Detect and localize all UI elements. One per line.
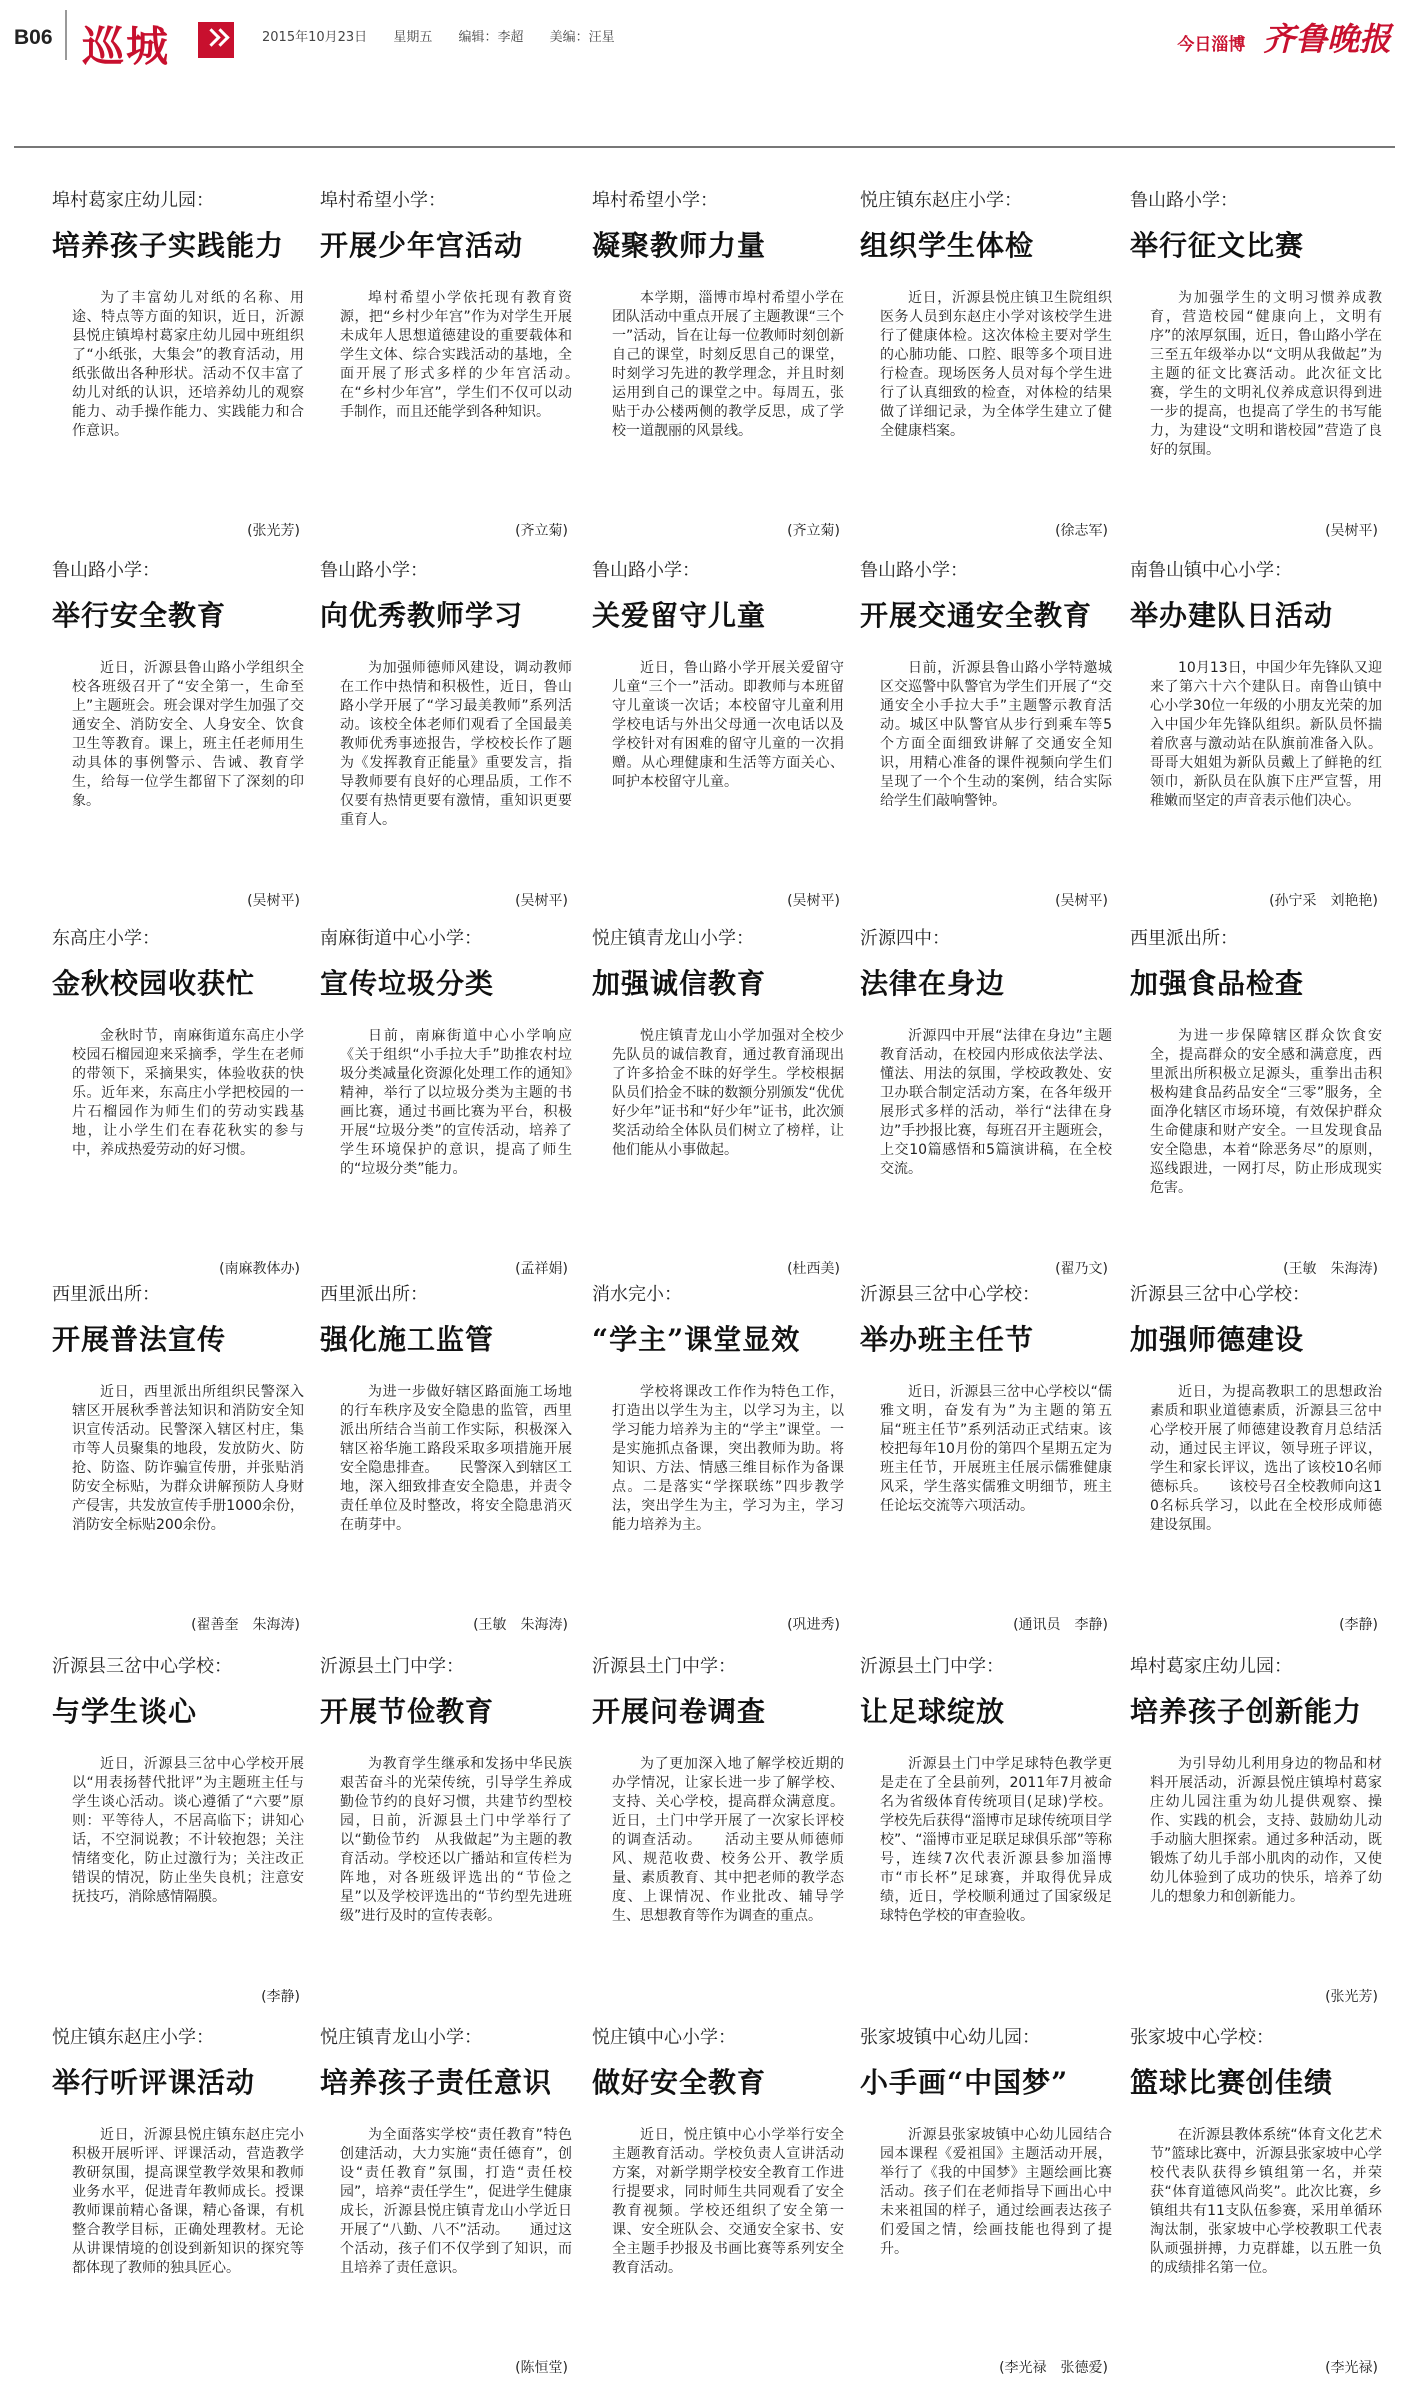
article-card xyxy=(318,924,588,1284)
article-headline: 关爱留守儿童 xyxy=(592,599,767,632)
article-headline: 金秋校园收获忙 xyxy=(52,967,256,1000)
article-subtitle: 鲁山路小学： xyxy=(52,560,160,581)
article-headline: 篮球比赛创佳绩 xyxy=(1130,2066,1334,2099)
article-subtitle: 沂源县土门中学： xyxy=(860,1656,1004,1677)
article-card xyxy=(590,2023,860,2383)
article-headline: 向优秀教师学习 xyxy=(320,599,524,632)
article-card xyxy=(1128,2023,1398,2383)
section-title: 巡城 xyxy=(82,22,171,71)
article-author: (王敏 朱海涛) xyxy=(473,1617,568,1633)
article-headline: 强化施工监管 xyxy=(320,1323,495,1356)
article-body: 为引导幼儿利用身边的物品和材料开展活动，沂源县悦庄镇埠村葛家庄幼儿园注重为幼儿提供观察、操作、实践的机会，支持、鼓励幼儿动手动脑大胆探索。通过多种活动，既锻炼了幼儿手部小肌肉的动作，又使幼儿体验到了成功的快乐，培养了幼儿的想象力和创新能力。 xyxy=(1150,1756,1382,1905)
article-author: (吴树平) xyxy=(515,893,568,909)
article-body: 近日，沂源县悦庄镇卫生院组织医务人员到东赵庄小学对该校学生进行了健康体检。这次体检主要对学生的心肺功能、口腔、眼等多个项目进行检查。现场医务人员对每个学生进行了认真细致的检查，对体检的结果做了详细记录，为全体学生建立了健全健康档案。 xyxy=(880,290,1112,439)
article-author: (通讯员 李静) xyxy=(1013,1617,1108,1633)
article-card xyxy=(590,1652,860,2012)
article-body: 学校将课改工作作为特色工作，打造出以学生为主，以学习为主，以学习能力培养为主的“学主”课堂。一是实施抓点备课，突出教师为助。将知识、方法、情感三维目标作为备课点。二是落实“学探联练”四步教学法，突出学生为主，学习为主，学习能力培养为主。 xyxy=(612,1384,844,1533)
article-body: 10月13日，中国少年先锋队又迎来了第六十六个建队日。南鲁山镇中心小学30位一年级的小朋友光荣的加入中国少年先锋队组织。新队员怀揣着欣喜与激动站在队旗前准备入队。哥哥大姐姐为新队员戴上了鲜艳的红领巾，新队员在队旗下庄严宣誓，用稚嫩而坚定的声音表示他们决心。 xyxy=(1150,660,1382,809)
article-body: 近日，沂源县鲁山路小学组织全校各班级召开了“安全第一，生命至上”主题班会。班会课对学生加强了交通安全、消防安全、人身安全、饮食卫生等教育。课上，班主任老师用生动具体的事例警示、告诫、教育学生，给每一位学生都留下了深刻的印象。 xyxy=(72,660,304,809)
article-body: 沂源县张家坡镇中心幼儿园结合园本课程《爱祖国》主题活动开展，举行了《我的中国梦》主题绘画比赛活动。孩子们在老师指导下画出心中未来祖国的样子，通过绘画表达孩子们爱国之情，绘画技能也得到了提升。 xyxy=(880,2127,1112,2257)
article-subtitle: 埠村希望小学： xyxy=(320,190,446,211)
article-card xyxy=(858,186,1128,546)
article-card xyxy=(50,924,320,1284)
article-subtitle: 鲁山路小学： xyxy=(1130,190,1238,211)
article-card xyxy=(318,186,600,546)
article-card xyxy=(590,1280,860,1640)
article-body: 金秋时节，南麻街道东高庄小学校园石榴园迎来采摘季，学生在老师的带领下，采摘果实，体验收获的快乐。近年来，东高庄小学把校园的一片石榴园作为师生们的劳动实践基地，让小学生们在春花秋实的参与中，养成热爱劳动的好习惯。 xyxy=(72,1028,304,1158)
article-card xyxy=(858,924,1128,1284)
article-subtitle: 沂源县土门中学： xyxy=(320,1656,464,1677)
article-headline: 培养孩子实践能力 xyxy=(52,229,285,262)
article-body: 为进一步保障辖区群众饮食安全，提高群众的安全感和满意度，西里派出所积极立足源头，重拳出击积极构建食品药品安全“三零”服务，全面净化辖区市场环境，有效保护群众生命健康和财产安全。一旦发现食品安全隐患，本着“除恶务尽”的原则，巡线跟进，一网打尽，防止形成现实危害。 xyxy=(1150,1028,1382,1196)
article-body: 为了丰富幼儿对纸的名称、用途、特点等方面的知识，近日，沂源县悦庄镇埠村葛家庄幼儿园中班组织了“小纸张，大集会”的教育活动，用纸张做出各种形状。活动不仅丰富了幼儿对纸的认识，还培养幼儿的观察能力、动手操作能力、实践能力和合作意识。 xyxy=(72,290,304,439)
article-author: (张光芳) xyxy=(1325,1989,1378,2005)
article-headline: 组织学生体检 xyxy=(860,229,1035,262)
article-card xyxy=(1128,924,1398,1284)
article-body: 日前，南麻街道中心小学响应《关于组织“小手拉大手”助推农村垃圾分类减量化资源化处理工作的通知》精神，举行了以垃圾分类为主题的书画比赛，通过书画比赛为平台，积极开展“垃圾分类”的宣传活动，培养了学生环境保护的意识，提高了师生的“垃圾分类”能力。 xyxy=(340,1028,572,1177)
article-headline: 法律在身边 xyxy=(860,967,1006,1000)
article-subtitle: 埠村希望小学： xyxy=(592,190,718,211)
article-headline: 开展交通安全教育 xyxy=(860,599,1093,632)
article-headline: 开展少年宫活动 xyxy=(320,229,524,262)
article-headline: 培养孩子创新能力 xyxy=(1130,1695,1363,1728)
article-headline: 加强诚信教育 xyxy=(592,967,767,1000)
article-headline: 开展节俭教育 xyxy=(320,1695,495,1728)
article-subtitle: 西里派出所： xyxy=(320,1284,428,1305)
article-body: 近日，沂源县悦庄镇东赵庄完小积极开展听评、评课活动，营造教学教研氛围，提高课堂教学效果和教师业务水平，促进青年教师成长。授课教师课前精心备课，精心备课，有机整合教学目标，正确处理教材。无论从讲课情境的创设到新知识的探究等都体现了教师的独具匠心。 xyxy=(72,2127,304,2276)
article-card xyxy=(50,186,320,546)
article-card xyxy=(590,924,860,1284)
issue-editor: 编辑：李超 xyxy=(458,30,524,45)
article-subtitle: 沂源县三岔中心学校： xyxy=(860,1284,1040,1305)
article-subtitle: 西里派出所： xyxy=(1130,928,1238,949)
article-body: 沂源四中开展“法律在身边”主题教育活动，在校园内形成依法学法、懂法、用法的氛围，学校政教处、安卫办联合制定活动方案，在各年级开展形式多样的活动，举行“法律在身边”手抄报比赛，每班召开主题班会，上交10篇感悟和5篇演讲稿，在全校交流。 xyxy=(880,1028,1112,1177)
article-body: 日前，沂源县鲁山路小学特邀城区交巡警中队警官为学生们开展了“交通安全小手拉大手”主题警示教育活动。城区中队警官从步行到乘车等5个方面全面细致讲解了交通安全知识，用精心准备的课件视频向学生们呈现了一个个生动的案例，结合实际给学生们敲响警钟。 xyxy=(880,660,1112,809)
article-author: (吴树平) xyxy=(1055,893,1108,909)
article-author: (吴树平) xyxy=(787,893,840,909)
article-author: (南麻教体办) xyxy=(219,1261,300,1277)
article-author: (吴树平) xyxy=(247,893,300,909)
article-body: 为了更加深入地了解学校近期的办学情况，让家长进一步了解学校、支持、关心学校，提高群众满意度。近日，土门中学开展了一次家长评校的调查活动。 活动主要从师德师风、规范收费、校务公开、教学质量、素质教育、其中把老师的教学态度、上课情况、作业批改、辅导学生、思想教育等作为调查的重点。 xyxy=(612,1756,844,1924)
article-body: 为加强学生的文明习惯养成教育，营造校园“健康向上，文明有序”的浓厚氛围，近日，鲁山路小学在三至五年级举办以“文明从我做起”为主题的征文比赛活动。此次征文比赛，学生的文明礼仪养成意识得到进一步的提高，也提高了学生的书写能力，为建设“文明和谐校园”营造了良好的氛围。 xyxy=(1150,290,1382,458)
article-author: (李静) xyxy=(261,1989,300,2005)
article-headline: 举行听评课活动 xyxy=(52,2066,256,2099)
article-card xyxy=(318,1652,588,2012)
article-body: 近日，沂源县三岔中心学校以“儒雅文明，奋发有为”为主题的第五届“班主任节”系列活动正式结束。该校把每年10月份的第四个星期五定为班主任节，开展班主任展示儒雅健康风采，学生落实儒雅文明细节，班主任论坛交流等六项活动。 xyxy=(880,1384,1112,1514)
article-subtitle: 悦庄镇中心小学： xyxy=(592,2027,736,2048)
article-subtitle: 沂源四中： xyxy=(860,928,950,949)
article-card xyxy=(858,1652,1128,2012)
article-author: (李光禄) xyxy=(1325,2360,1378,2376)
article-subtitle: 沂源县土门中学： xyxy=(592,1656,736,1677)
article-body: 近日，为提高教职工的思想政治素质和职业道德素质，沂源县三岔中心学校开展了师德建设教育月总结活动，通过民主评议，领导班子评议，学生和家长评议，选出了该校10名师德标兵。 该校号召全校教师向这10名标兵学习，以此在全校形成师德建设氛围。 xyxy=(1150,1384,1382,1533)
article-headline: 与学生谈心 xyxy=(52,1695,198,1728)
article-subtitle: 鲁山路小学： xyxy=(592,560,700,581)
article-author: (翟乃文) xyxy=(1055,1261,1108,1277)
issue-date: 2015年10月23日 xyxy=(262,30,368,45)
article-author: (齐立菊) xyxy=(787,523,840,539)
article-card xyxy=(858,1280,1128,1640)
article-headline: “学主”课堂显效 xyxy=(592,1323,801,1356)
article-subtitle: 西里派出所： xyxy=(52,1284,160,1305)
article-card xyxy=(50,1280,320,1640)
article-body: 为进一步做好辖区路面施工场地的行车秩序及安全隐患的监管，西里派出所结合当前工作实际，积极深入辖区裕华施工路段采取多项措施开展安全隐患排查。 民警深入到辖区工地，深入细致排查安全隐患，并责令责任单位及时整改，将安全隐患消灭在萌芽中。 xyxy=(340,1384,572,1533)
article-card xyxy=(590,556,860,916)
article-author: (李静) xyxy=(1339,1617,1378,1633)
article-author: (巩进秀) xyxy=(787,1617,840,1633)
article-body: 近日，西里派出所组织民警深入辖区开展秋季普法知识和消防安全知识宣传活动。民警深入辖区村庄，集市等人员聚集的地段，发放防火、防抢、防盗、防诈骗宣传册，并张贴消防安全标贴，为群众讲解预防人身财产侵害，共发放宣传手册1000余份，消防安全标贴200余份。 xyxy=(72,1384,304,1533)
page-number: B06 xyxy=(14,26,53,49)
issue-designer: 美编：汪星 xyxy=(549,30,615,45)
article-author: (孙宁采 刘艳艳) xyxy=(1269,893,1378,909)
article-body: 埠村希望小学依托现有教育资源，把“乡村少年宫”作为对学生开展未成年人思想道德建设的重要载体和学生文体、综合实践活动的基地，全面开展了形式多样的少年宫活动。 在“乡村少年宫”，学生们不仅可以动手制作，而且还能学到各种知识。 xyxy=(340,290,600,420)
article-subtitle: 悦庄镇东赵庄小学： xyxy=(860,190,1022,211)
article-subtitle: 沂源县三岔中心学校： xyxy=(1130,1284,1310,1305)
article-body: 本学期，淄博市埠村希望小学在团队活动中重点开展了主题教课“三个一”活动，旨在让每一位教师时刻创新自己的课堂，时刻反思自己的课堂，时刻学习先进的教学理念，并且时刻运用到自己的课堂之中。每周五，张贴于办公楼两侧的教学反思，成了学校一道靓丽的风景线。 xyxy=(612,290,844,439)
article-subtitle: 南鲁山镇中心小学： xyxy=(1130,560,1292,581)
article-headline: 开展普法宣传 xyxy=(52,1323,227,1356)
article-headline: 培养孩子责任意识 xyxy=(320,2066,553,2099)
article-author: (张光芳) xyxy=(247,523,300,539)
article-card xyxy=(1128,556,1398,916)
article-card xyxy=(858,556,1128,916)
article-headline: 举办建队日活动 xyxy=(1130,599,1334,632)
article-card xyxy=(318,2023,588,2383)
article-subtitle: 南麻街道中心小学： xyxy=(320,928,482,949)
article-headline: 开展问卷调查 xyxy=(592,1695,767,1728)
article-subtitle: 张家坡中心学校： xyxy=(1130,2027,1274,2048)
article-author: (翟善奎 朱海涛) xyxy=(191,1617,300,1633)
article-card xyxy=(318,556,588,916)
article-subtitle: 鲁山路小学： xyxy=(860,560,968,581)
article-author: (李光禄 张德爱) xyxy=(999,2360,1108,2376)
article-author: (齐立菊) xyxy=(515,523,568,539)
article-headline: 加强师德建设 xyxy=(1130,1323,1305,1356)
article-headline: 举行安全教育 xyxy=(52,599,227,632)
article-body: 为全面落实学校“责任教育”特色创建活动，大力实施“责任德育”，创设“责任教育”氛围，打造“责任校园”，培养“责任学生”，促进学生健康成长，沂源县悦庄镇青龙山小学近日开展了“八勤、八不”活动。 通过这个活动，孩子们不仅学到了知识，而且培养了责任意识。 xyxy=(340,2127,572,2276)
article-body: 为教育学生继承和发扬中华民族艰苦奋斗的光荣传统，引导学生养成勤俭节约的良好习惯，共建节约型校园，日前，沂源县土门中学举行了以“勤俭节约 从我做起”为主题的教育活动。学校还以广播站和宣传栏为阵地，对各班级评选出的“节俭之星”以及学校评选出的“节约型先进班级”进行及时的宣传表彰。 xyxy=(340,1756,572,1924)
article-body: 近日，沂源县三岔中心学校开展以“用表扬替代批评”为主题班主任与学生谈心活动。谈心遵循了“六要”原则：平等待人，不居高临下；讲知心话，不空洞说教；不计较抱怨；关注情绪变化，防止过激行为；关注改正错误的情况，防止坐失良机；注意安抚技巧，消除感情隔膜。 xyxy=(72,1756,304,1905)
article-headline: 举行征文比赛 xyxy=(1130,229,1305,262)
article-body: 在沂源县教体系统“体育文化艺术节”篮球比赛中，沂源县张家坡中心学校代表队获得乡镇组第一名，并荣获“体育道德风尚奖”。此次比赛，乡镇组共有11支队伍参赛，采用单循环淘汰制，张家坡中心学校教职工代表队顽强拼搏，力克群雄，以五胜一负的成绩排名第一位。 xyxy=(1150,2127,1382,2276)
article-subtitle: 东高庄小学： xyxy=(52,928,160,949)
article-body: 沂源县土门中学足球特色教学更是走在了全县前列，2011年7月被命名为省级体育传统项目(足球)学校。学校先后获得“淄博市足球传统项目学校”、“淄博市亚足联足球俱乐部”等称号，连续7次代表沂源县参加淄博市“市长杯”足球赛，并取得优异成绩，近日，学校顺利通过了国家级足球特色学校的审查验收。 xyxy=(880,1756,1112,1924)
article-headline: 让足球绽放 xyxy=(860,1695,1006,1728)
article-card xyxy=(50,556,320,916)
article-card xyxy=(50,1652,320,2012)
brand-logo: 齐鲁晚报 xyxy=(1262,20,1391,58)
article-card xyxy=(1128,1652,1398,2012)
article-card xyxy=(858,2023,1128,2383)
article-headline: 凝聚教师力量 xyxy=(592,229,767,262)
article-body: 为加强师德师风建设，调动教师在工作中热情和积极性，近日，鲁山路小学开展了“学习最美教师”系列活动。该校全体老师们观看了全国最美教师优秀事迹报告，学校校长作了题为《发挥教育正能量》重要发言，指导教师要有良好的心理品质，工作不仅要有热情更要有激情，重知识更要重育人。 xyxy=(340,660,572,828)
article-subtitle: 悦庄镇青龙山小学： xyxy=(320,2027,482,2048)
article-author: (陈恒堂) xyxy=(515,2360,568,2376)
article-headline: 加强食品检查 xyxy=(1130,967,1305,1000)
article-subtitle: 张家坡镇中心幼儿园： xyxy=(860,2027,1040,2048)
article-author: (王敏 朱海涛) xyxy=(1283,1261,1378,1277)
issue-weekday: 星期五 xyxy=(393,30,433,45)
article-author: (孟祥娟) xyxy=(515,1261,568,1277)
article-headline: 小手画“中国梦” xyxy=(860,2066,1069,2099)
article-card xyxy=(1128,186,1398,546)
article-author: (吴树平) xyxy=(1325,523,1378,539)
article-headline: 做好安全教育 xyxy=(592,2066,767,2099)
article-author: (杜西美) xyxy=(787,1261,840,1277)
article-body: 近日，悦庄镇中心小学举行安全主题教育活动。学校负责人宣讲活动方案，对新学期学校安全教育工作进行提要求，同时师生共同观看了安全教育视频。学校还组织了安全第一课、安全班队会、交通安全家书、安全主题手抄报及书画比赛等系列安全教育活动。 xyxy=(612,2127,844,2276)
article-body: 近日，鲁山路小学开展关爱留守儿童“三个一”活动。即教师与本班留守儿童谈一次话；本校留守儿童利用学校电话与外出父母通一次电话以及学校针对有困难的留守儿童的一次捐赠。从心理健康和生活等方面关心、呵护本校留守儿童。 xyxy=(612,660,844,790)
article-subtitle: 悦庄镇青龙山小学： xyxy=(592,928,754,949)
article-headline: 宣传垃圾分类 xyxy=(320,967,495,1000)
article-card xyxy=(1128,1280,1398,1640)
article-subtitle: 埠村葛家庄幼儿园： xyxy=(1130,1656,1292,1677)
article-author: (徐志军) xyxy=(1055,523,1108,539)
article-body: 悦庄镇青龙山小学加强对全校少先队员的诚信教育，通过教育涌现出了许多拾金不昧的好学生。学校根据队员们拾金不昧的数额分别颁发“优优好少年”证书和“好少年”证书，此次颁奖活动给全体队员们树立了榜样，让他们能从小事做起。 xyxy=(612,1028,844,1158)
article-subtitle: 悦庄镇东赵庄小学： xyxy=(52,2027,214,2048)
brand-small: 今日淄博 xyxy=(1177,35,1246,55)
article-subtitle: 埠村葛家庄幼儿园： xyxy=(52,190,214,211)
article-subtitle: 沂源县三岔中心学校： xyxy=(52,1656,232,1677)
article-card xyxy=(50,2023,320,2383)
article-headline: 举办班主任节 xyxy=(860,1323,1035,1356)
article-subtitle: 鲁山路小学： xyxy=(320,560,428,581)
article-card xyxy=(318,1280,588,1640)
article-subtitle: 消水完小： xyxy=(592,1284,682,1305)
article-card xyxy=(590,186,860,546)
